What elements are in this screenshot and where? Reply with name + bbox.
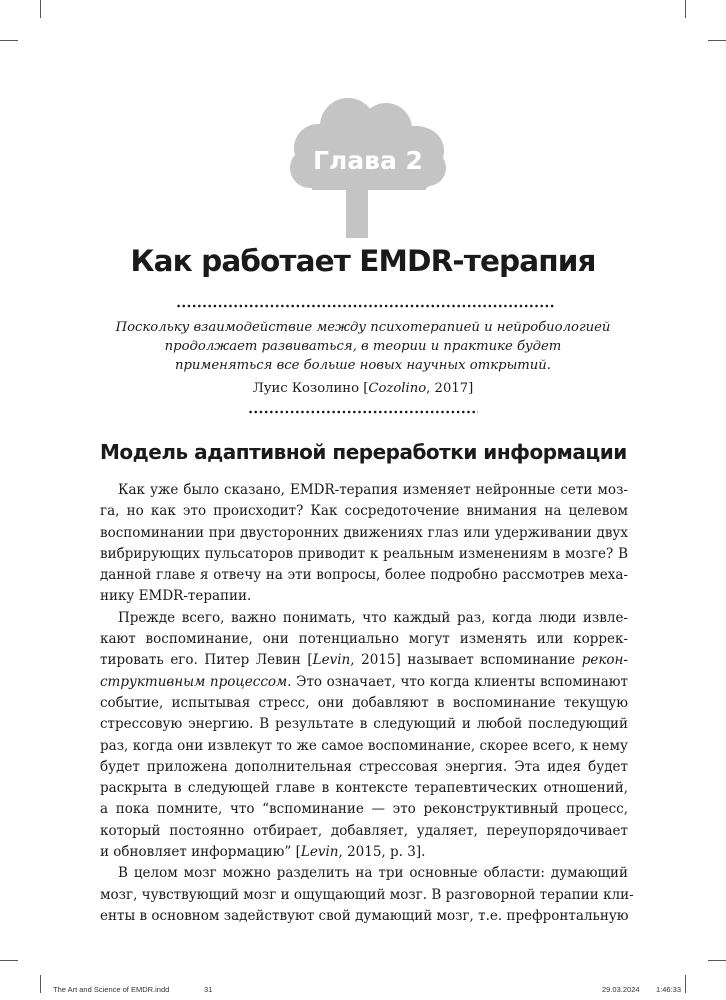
crop-mark-left-bottom [0, 960, 18, 961]
text-line [100, 842, 628, 863]
text-line: Как уже было сказано, EMDR-терапия изменяет нейронные сети моз- [118, 482, 628, 498]
slug-page-number: 31 [204, 985, 213, 994]
attribution-author: Луис Козолино [ [252, 381, 369, 396]
text-run: тировать его. Питер Левин [ [100, 652, 313, 669]
citation-author: Levin [300, 844, 339, 861]
text-line: раскрыта в следующей главе в контексте терапевтических отношений, [100, 780, 628, 797]
text-line: событие, испытывая стресс, они добавляют в воспоминание текущую [100, 694, 628, 711]
text-line: а пока помните, что “вспоминание — это реконструктивный процесс, [100, 801, 628, 818]
crop-mark-right-top [708, 40, 726, 41]
text-line [100, 650, 628, 671]
crop-mark-bottom-left [40, 975, 41, 993]
section-heading: Модель адаптивной переработки информации [100, 440, 627, 464]
text-line: мозг, чувствующий мозг и ощущающий мозг. В разговорной терапии кли- [100, 886, 634, 903]
text-line: воспоминании при двусторонних движениях глаз или удерживании двух [100, 524, 628, 541]
attribution-source: Cozolino [368, 381, 427, 396]
text-run: , 2015, p. 3]. [338, 844, 426, 861]
text-line: стрессовую энергию. В результате в следующий и любой последующий [100, 716, 628, 733]
text-line: енты в основном задействуют свой думающий мозг, т.е. префронтальную [100, 907, 629, 924]
text-line: га, но как это происходит? Как сосредоточение внимания на целевом [100, 503, 628, 520]
crop-mark-bottom-right [685, 975, 686, 993]
chapter-badge [288, 96, 448, 246]
text-line: кают воспоминание, они потенциально могут изменять или коррек- [100, 631, 628, 648]
slug-date: 29.03.2024 [602, 985, 640, 994]
emphasis-text: рекон- [581, 652, 628, 669]
text-run: . Это означает, что когда клиенты вспоминают [287, 673, 628, 690]
slug-filename: The Art and Science of EMDR.indd [53, 985, 170, 994]
text-line: В целом мозг можно разделить на три основные области: думающий [118, 865, 628, 882]
crop-mark-left-top [0, 40, 18, 41]
chapter-label: Глава 2 [313, 146, 423, 175]
crop-mark-top-left [40, 0, 41, 18]
epigraph [100, 318, 626, 375]
text-run: и обновляет информацию” [ [100, 844, 301, 861]
text-line: Прежде всего, важно понимать, что каждый раз, когда люди извле- [118, 609, 628, 626]
text-line: который постоянно отбирает, добавляет, удаляет, переупорядочивает [100, 822, 628, 839]
text-line: раз, когда они извлекут то же самое воспоминание, скорее всего, к нему [100, 737, 628, 754]
dotted-divider-bottom [248, 410, 478, 414]
epigraph-line: Поскольку взаимодействие между психотерапией и нейробиологией [115, 320, 611, 335]
epigraph-line: продолжает развиваться, в теории и практике будет [164, 339, 562, 354]
citation-author: Levin [312, 652, 351, 669]
crop-mark-right-bottom [708, 960, 726, 961]
epigraph-line: применяться все больше новых научных открытий. [174, 358, 551, 373]
text-line: данной главе я отвечу на эти вопросы, более подробно рассмотрев меха- [100, 567, 628, 584]
dotted-divider-top [176, 304, 554, 308]
text-line: нику EMDR-терапии. [100, 588, 252, 605]
text-line [100, 672, 628, 693]
slug-time: 1:46:33 [656, 985, 682, 994]
emphasis-text: структивным процессом [100, 673, 288, 690]
text-run: , 2015] называет вспоминание [350, 652, 582, 669]
text-line: вибрирующих пульсаторов приводит к реальным изменениям в мозге? В [100, 545, 628, 562]
epigraph-attribution [0, 381, 726, 396]
crop-mark-top-right [685, 0, 686, 18]
text-line: будет приложена дополнительная стрессовая энергия. Эта идея будет [100, 758, 628, 775]
chapter-title: Как работает EMDR-терапия [130, 244, 596, 278]
body-text [100, 480, 634, 927]
attribution-year: , 2017] [426, 381, 474, 396]
